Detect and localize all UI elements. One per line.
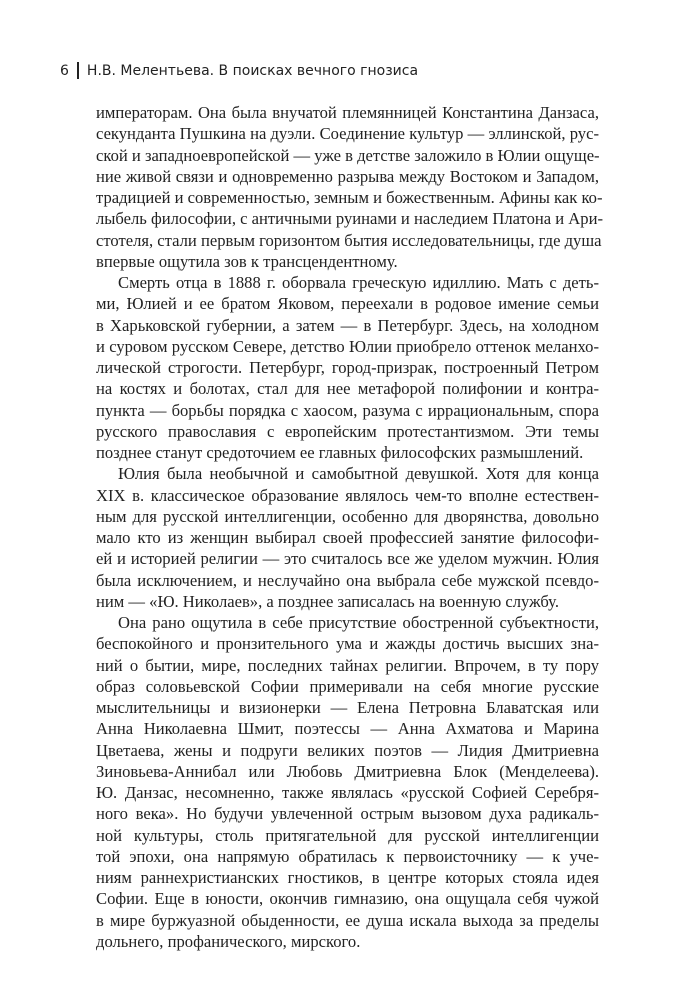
text-line: Цветаева, жены и подруги великих поэтов — Лидия Дмитриевна — [96, 740, 599, 760]
text-line: лыбель философии, с античными руинами и наследием Платона и Ари- — [96, 209, 603, 229]
text-line: Она рано ощутила в себе присутствие обостренной субъектности, — [118, 613, 599, 632]
text-line: ной культуры, столь притягательной для русской интеллигенции — [96, 825, 599, 845]
text-line: Анна Николаевна Шмит, поэтессы — Анна Ахматова и Марина — [96, 719, 599, 739]
text-line: Софии. Еще в юности, окончив гимназию, она ощущала себя чужой — [96, 889, 599, 909]
text-line: ми, Юлией и ее братом Яковом, переехали в родовое имение семьи — [96, 294, 599, 314]
text-line: ним — «Ю. Николаев», а позднее записалась на военную службу. — [96, 591, 559, 611]
text-line: образ соловьевской Софии примеривали на себя многие русские — [96, 676, 599, 696]
text-line: стотеля, стали первым горизонтом бытия исследовательницы, где душа — [96, 230, 602, 250]
text-line: была исключением, и неслучайно она выбрала себе мужской псевдо- — [96, 570, 599, 590]
text-line: Юлия была необычной и самобытной девушкой. Хотя для конца — [118, 464, 599, 484]
text-line: ным для русской интеллигенции, особенно для дворянства, довольно — [96, 506, 599, 526]
text-line: в мире буржуазной обыденности, ее душа искала выхода за пределы — [96, 910, 599, 930]
text-line: ниям раннехристианских гностиков, в центре которых стояла идея — [96, 868, 599, 887]
text-line: лической строгости. Петербург, город-призрак, построенный Петром — [96, 358, 599, 377]
text-line: Ю. Данзас, несомненно, также являлась «русской Софией Серебря- — [96, 783, 599, 802]
running-header — [60, 62, 418, 79]
text-line: секунданта Пушкина на дуэли. Соединение культур — эллинской, рус- — [96, 124, 599, 144]
page-number: 6 — [60, 62, 69, 79]
text-line: пункта — борьбы порядка с хаосом, разума с иррациональным, спора — [96, 400, 599, 420]
text-line: ской и западноевропейской — уже в детстве заложило в Юлии ощуще- — [96, 145, 600, 165]
text-line: ний о бытии, мире, последних тайнах религии. Впрочем, в ту пору — [96, 655, 599, 675]
text-line: императорам. Она была внучатой племянницей Константина Данзаса, — [96, 103, 599, 122]
paragraph — [96, 102, 603, 272]
text-line: ние живой связи и одновременно разрыва между Востоком и Западом, — [96, 166, 599, 186]
text-line: XIX в. классическое образование являлось чем-то вполне естествен- — [96, 485, 599, 505]
text-line: и суровом русском Севере, детство Юлии приобрело оттенок меланхо- — [96, 336, 599, 356]
text-line: Смерть отца в 1888 г. оборвала греческую идиллию. Мать с деть- — [118, 273, 599, 292]
text-line: впервые ощутила зов к трансцендентному. — [96, 251, 398, 271]
body-text — [96, 102, 603, 952]
text-line: в Харьковской губернии, а затем — в Петербург. Здесь, на холодном — [96, 315, 599, 335]
text-line: позднее станут средоточием ее главных философских размышлений. — [96, 443, 584, 462]
text-line: ного века». Но будучи увлеченной острым вызовом духа радикаль- — [96, 804, 599, 824]
text-line: беспокойного и пронзительного ума и жажды достичь высших зна- — [96, 634, 599, 654]
text-line: той эпохи, она напрямую обратилась к первоисточнику — к уче- — [96, 846, 599, 866]
text-line: на костях и болотах, стал для нее метафорой полифонии и контра- — [96, 379, 599, 399]
running-title: Н.В. Мелентьева. В поисках вечного гнозиса — [86, 62, 419, 79]
text-line: традицией и современностью, земным и божественным. Афины как ко- — [96, 188, 603, 207]
text-line: дольнего, профанического, мирского. — [96, 931, 361, 951]
text-line: ей и историей религии — это считалось все же уделом мужчин. Юлия — [96, 549, 599, 569]
text-line: русского православия с европейским протестантизмом. Эти темы — [96, 421, 599, 441]
paragraph — [96, 463, 599, 612]
text-line: мыслительницы и визионерки — Елена Петровна Блаватская или — [96, 698, 599, 717]
paragraph — [96, 272, 599, 463]
text-line: мало кто из женщин выбирал своей профессией занятие философи- — [96, 528, 599, 547]
text-line: Зиновьева-Аннибал или Любовь Дмитриевна Блок (Менделеева). — [96, 761, 599, 781]
paragraph — [96, 612, 599, 952]
header-divider — [77, 62, 79, 79]
